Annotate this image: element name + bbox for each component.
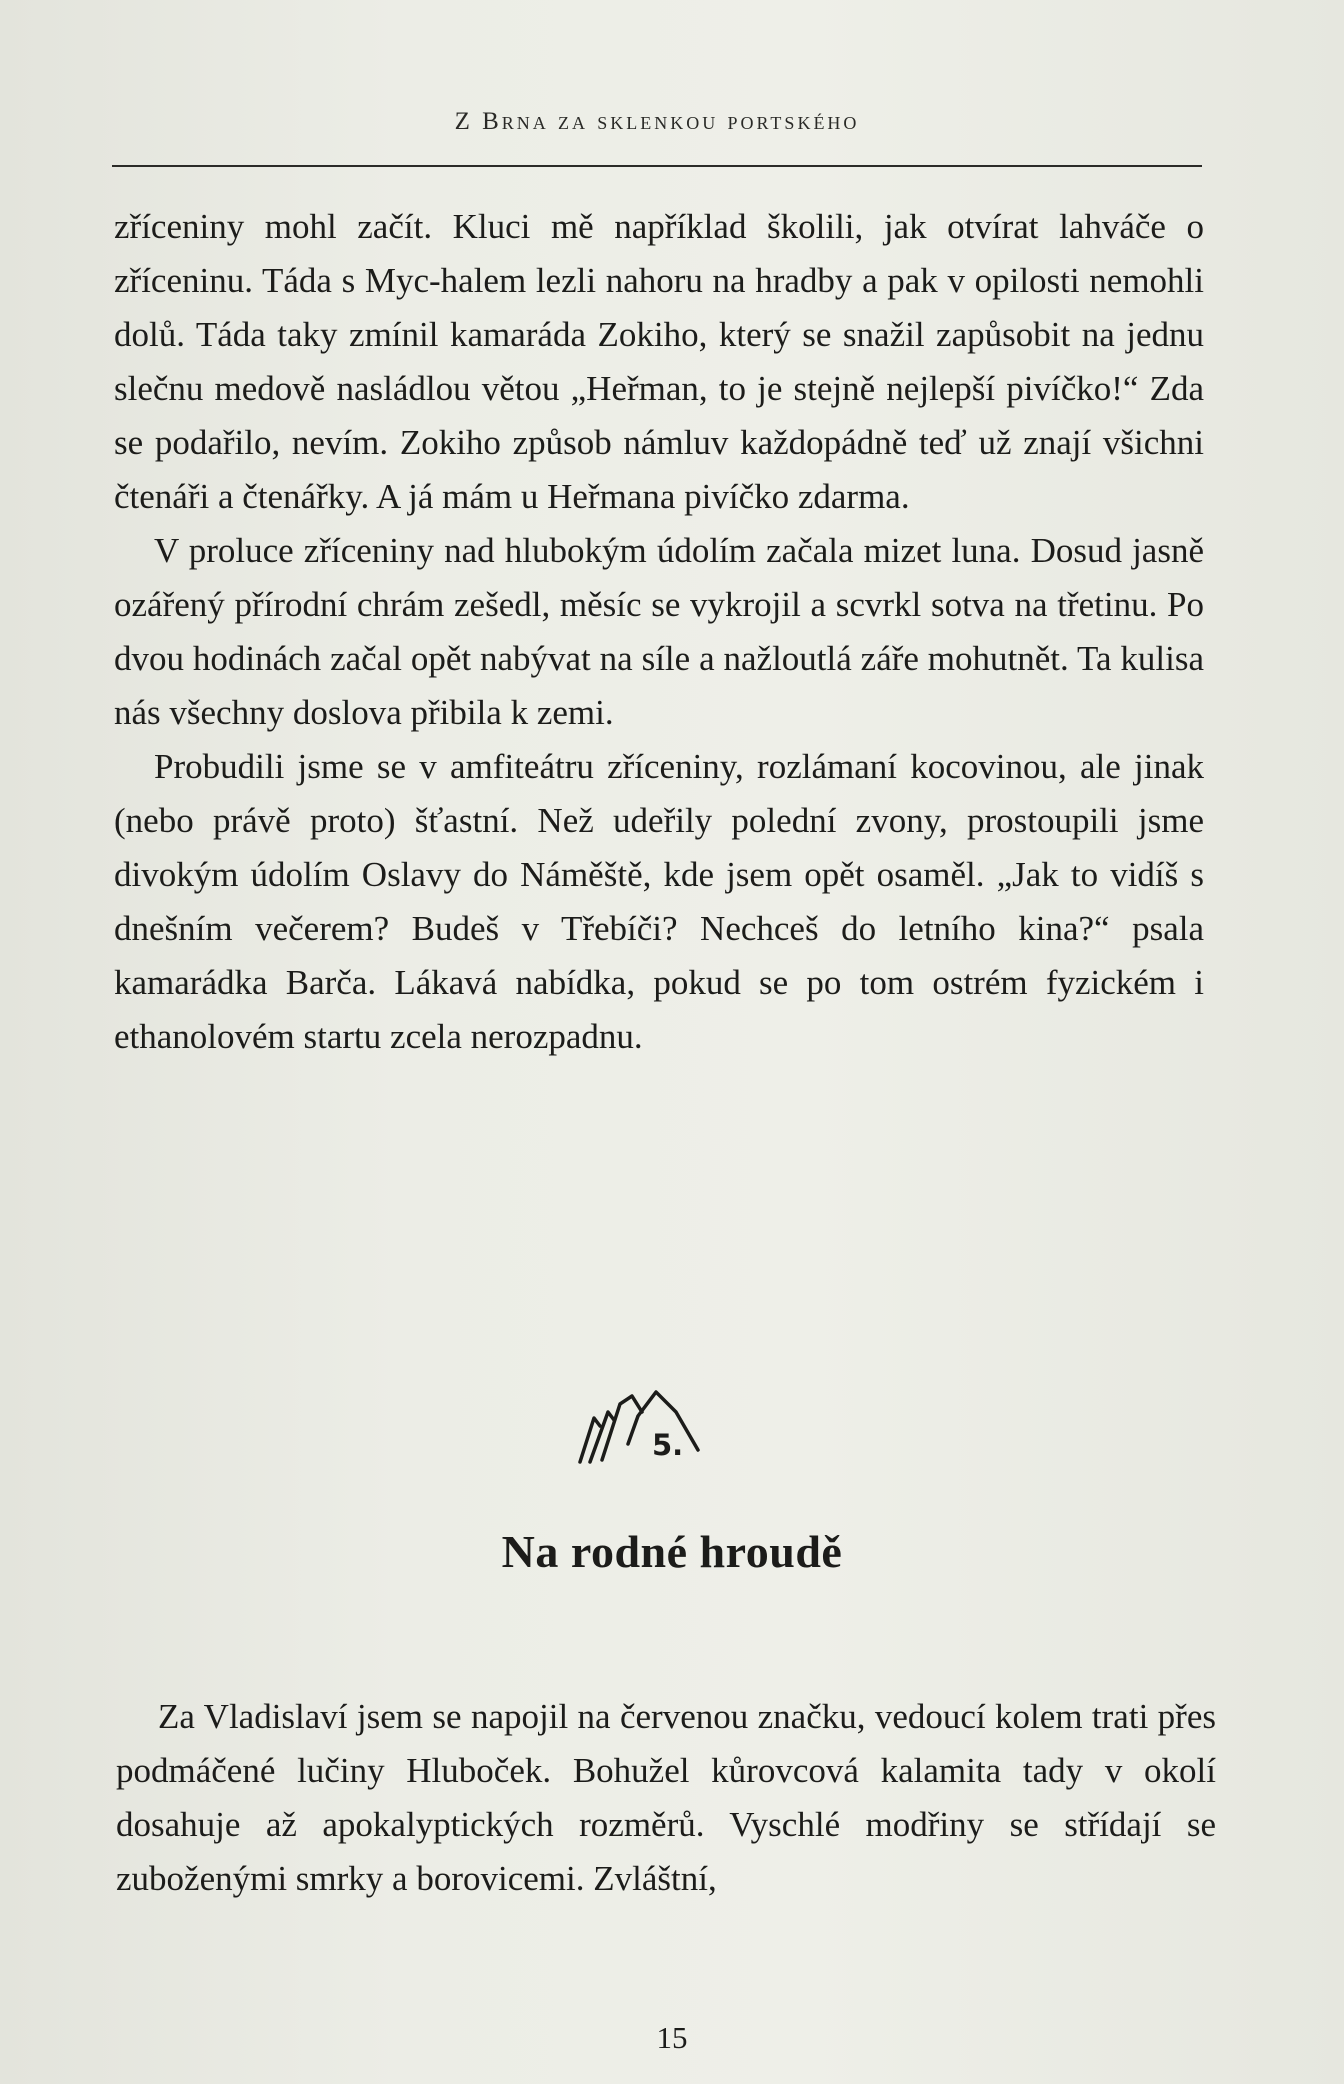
paragraph: Probudili jsme se v amfiteátru zříceniny, rozlámaní kocovinou, ale jinak (nebo právě proto) šťastní. Než udeřily polední zvony, prostoupili jsme divokým údolím Oslavy do Náměště, kde jsem opět osaměl. „Jak to vidíš s dnešním večerem? Budeš v Třebíči? Nechceš do letního kina?“ psala kamarádka Barča. Lákavá nabídka, pokud se po tom ostrém fyzickém i ethanolovém startu zcela nerozpadnu. — [114, 747, 1204, 1056]
paragraph: V proluce zříceniny nad hlubokým údolím začala mizet luna. Dosud jasně ozářený přírodní chrám zešedl, měsíc se vykrojil a scvrkl sotva na třetinu. Po dvou hodinách začal opět nabývat na síle a nažloutlá záře mohutnět. Ta kulisa nás všechny doslova přibila k zemi. — [114, 531, 1204, 732]
body-text — [114, 200, 1204, 1064]
chapter-text — [116, 1690, 1216, 1906]
chapter-number: 5. — [652, 1428, 684, 1462]
chapter-title: Na rodné hroudě — [501, 1526, 843, 1577]
page-number: 15 — [656, 2020, 688, 2055]
header-rule — [112, 165, 1202, 167]
mountains-icon — [576, 1370, 726, 1470]
paragraph: zříceniny mohl začít. Kluci mě například školili, jak otvírat lahváče o zříceninu. Táda s Myc-halem lezli nahoru na hradby a pak v opilosti nemohli dolů. Táda taky zmínil kamaráda Zokiho, který se snažil zapůsobit na jednu slečnu medově nasládlou větou „Heřman, to je stejně nejlepší pivíčko!“ Zda se podařilo, nevím. Zokiho způsob námluv každopádně teď už znají všichni čtenáři a čtenářky. A já mám u Heřmana pivíčko zdarma. — [114, 207, 1204, 516]
paragraph: Za Vladislaví jsem se napojil na červenou značku, vedoucí kolem trati přes podmáčené lučiny Hluboček. Bohužel kůrovcová kalamita tady v okolí dosahuje až apokalyptických rozměrů. Vyschlé modřiny se střídají se zuboženými smrky a borovicemi. Zvláštní, — [116, 1697, 1216, 1898]
running-head: Z Brna za sklenkou portského — [454, 108, 860, 135]
